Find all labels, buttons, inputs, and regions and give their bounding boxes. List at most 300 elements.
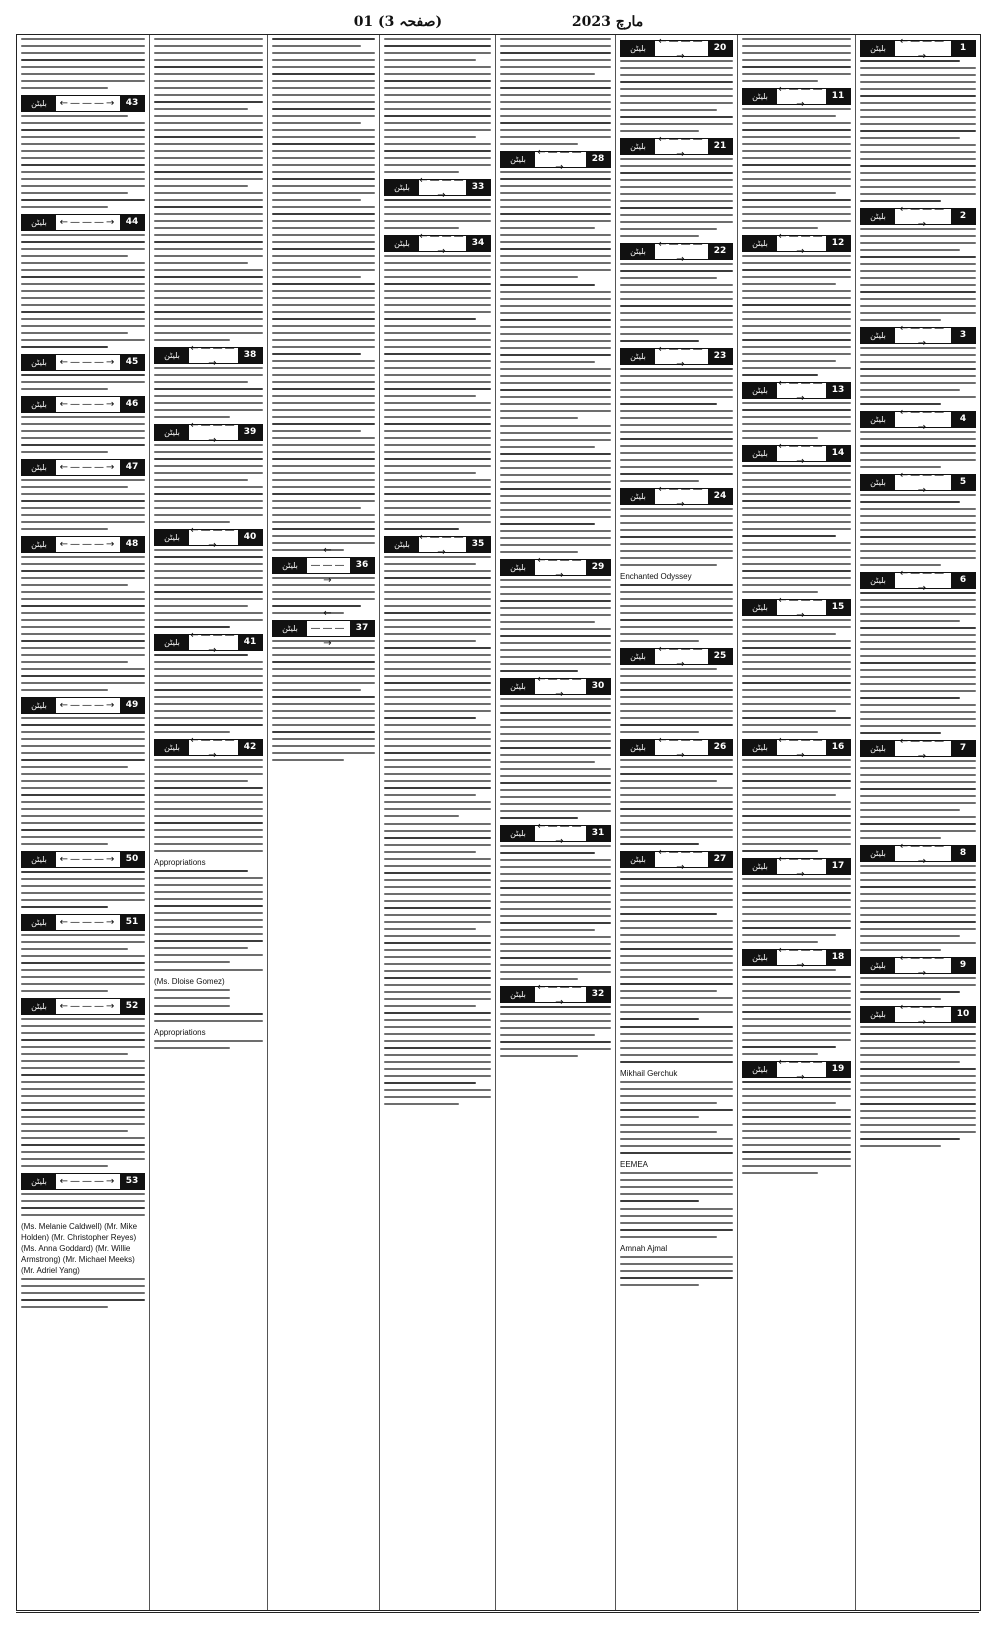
text-line — [620, 787, 733, 789]
urdu-text-block — [154, 759, 263, 963]
story-number: 45 — [120, 355, 144, 370]
news-story — [21, 214, 145, 348]
text-line — [860, 914, 976, 916]
text-line — [21, 675, 145, 677]
text-line — [500, 101, 611, 103]
text-line — [620, 1229, 733, 1231]
text-line — [384, 626, 491, 628]
text-line — [742, 353, 851, 355]
text-line — [500, 628, 611, 630]
newspaper-page-columns — [16, 34, 981, 1611]
text-line — [742, 1011, 851, 1013]
text-line — [272, 703, 375, 705]
text-line — [21, 1165, 108, 1167]
double-arrow-icon: ←———→ — [658, 343, 705, 370]
text-line — [21, 430, 145, 432]
text-line — [21, 1200, 145, 1202]
text-line — [154, 1013, 263, 1015]
text-line — [272, 682, 375, 684]
story-number: 43 — [120, 96, 144, 111]
english-inline-text: Mikhail Gerchuk — [620, 1069, 678, 1078]
urdu-text-block — [154, 367, 263, 418]
text-line — [272, 381, 375, 383]
text-line — [742, 1151, 851, 1153]
text-line — [272, 738, 375, 740]
urdu-text-block — [384, 823, 491, 1105]
text-line — [500, 1013, 611, 1015]
news-story — [860, 735, 976, 839]
text-line — [21, 1102, 145, 1104]
text-line — [384, 290, 491, 292]
issue-date: 01 مارچ 2023 — [353, 14, 644, 30]
text-line — [860, 508, 976, 510]
text-line — [21, 129, 145, 131]
badge-label: بلیٹن — [743, 383, 777, 398]
story-number-badge — [742, 83, 851, 110]
text-line — [860, 515, 976, 517]
story-number-badge — [500, 820, 611, 847]
text-line — [154, 619, 263, 621]
story-number-badge — [860, 952, 976, 979]
text-line — [620, 1116, 699, 1118]
text-line — [860, 242, 976, 244]
urdu-text-block — [154, 1005, 263, 1007]
text-line — [500, 269, 611, 271]
text-line — [860, 774, 976, 776]
text-line — [384, 115, 491, 117]
text-line — [860, 1145, 941, 1147]
text-line — [21, 178, 145, 180]
text-line — [860, 102, 976, 104]
story-number: 13 — [826, 383, 850, 398]
text-line — [860, 1075, 976, 1077]
story-number: 49 — [120, 698, 144, 713]
text-line — [620, 675, 733, 677]
badge-label: بلیٹن — [385, 236, 419, 251]
text-line — [500, 502, 611, 504]
text-line — [21, 1130, 128, 1132]
text-line — [500, 789, 611, 791]
text-line — [620, 1172, 733, 1174]
news-story — [500, 554, 611, 672]
news-story — [154, 629, 263, 733]
text-line — [860, 886, 976, 888]
footer-rule — [16, 1612, 979, 1613]
news-story — [860, 322, 976, 405]
text-line — [21, 528, 108, 530]
double-arrow-icon: ←———→ — [190, 629, 237, 656]
text-line — [21, 983, 145, 985]
text-line — [620, 326, 733, 328]
text-line — [860, 305, 976, 307]
text-line — [860, 88, 976, 90]
text-line — [742, 507, 851, 509]
text-line — [742, 1095, 851, 1097]
text-line — [272, 45, 361, 47]
text-line — [500, 922, 611, 924]
news-story — [860, 840, 976, 951]
text-line — [384, 914, 491, 916]
urdu-text-block — [500, 845, 611, 980]
text-line — [384, 423, 491, 425]
text-line — [860, 1068, 976, 1070]
text-line — [384, 164, 491, 166]
text-line — [154, 388, 263, 390]
text-line — [500, 908, 611, 910]
text-line — [21, 199, 145, 201]
double-arrow-icon: ←———→ — [190, 524, 237, 551]
text-line — [860, 396, 976, 398]
text-line — [742, 633, 836, 635]
text-line — [742, 661, 851, 663]
text-line — [860, 81, 976, 83]
text-line — [154, 961, 230, 963]
text-line — [384, 402, 491, 404]
text-line — [21, 906, 108, 908]
story-number: 48 — [120, 537, 144, 552]
text-line — [21, 787, 145, 789]
text-line — [384, 45, 491, 47]
text-line — [21, 885, 145, 887]
text-line — [21, 605, 145, 607]
text-line — [860, 256, 976, 258]
text-line — [620, 1277, 733, 1279]
text-line — [620, 95, 733, 97]
story-number: 15 — [826, 600, 850, 615]
urdu-text-block — [860, 228, 976, 321]
text-line — [21, 122, 145, 124]
text-line — [742, 1088, 851, 1090]
text-line — [742, 1144, 851, 1146]
text-line — [272, 248, 375, 250]
text-line — [21, 311, 145, 313]
story-number: 1 — [951, 41, 975, 56]
text-line — [500, 129, 611, 131]
story-number-badge — [742, 594, 851, 621]
text-line — [742, 927, 851, 929]
text-line — [742, 1004, 851, 1006]
text-line — [620, 906, 733, 908]
text-line — [500, 593, 611, 595]
story-number-badge — [384, 531, 491, 558]
text-line — [860, 809, 960, 811]
text-line — [742, 570, 851, 572]
text-line — [500, 38, 611, 40]
text-line — [742, 577, 851, 579]
text-line — [272, 304, 375, 306]
text-line — [21, 206, 108, 208]
badge-label: بلیٹن — [621, 244, 655, 259]
text-line — [620, 1124, 733, 1126]
text-line — [21, 822, 145, 824]
text-line — [860, 459, 976, 461]
text-line — [500, 859, 611, 861]
text-line — [500, 516, 611, 518]
double-arrow-icon: ←———→ — [899, 1001, 947, 1028]
badge-label: بلیٹن — [155, 530, 189, 545]
text-line — [500, 59, 611, 61]
text-line — [384, 507, 491, 509]
badge-label: بلیٹن — [22, 397, 56, 412]
urdu-text-block — [272, 640, 375, 761]
text-line — [154, 38, 263, 40]
text-line — [272, 731, 375, 733]
news-story — [860, 567, 976, 734]
text-line — [620, 123, 733, 125]
urdu-text-block — [620, 368, 733, 482]
text-line — [272, 101, 375, 103]
text-line — [384, 1033, 491, 1035]
text-line — [21, 633, 145, 635]
text-line — [860, 718, 976, 720]
text-line — [272, 262, 375, 264]
text-line — [860, 312, 976, 314]
text-line — [272, 227, 375, 229]
text-line — [21, 1214, 145, 1216]
text-line — [500, 87, 611, 89]
story-number: 35 — [466, 537, 490, 552]
text-line — [500, 115, 611, 117]
text-line — [620, 1270, 733, 1272]
double-arrow-icon: ←———→ — [899, 840, 947, 867]
text-line — [21, 640, 145, 642]
text-line — [272, 710, 375, 712]
text-line — [620, 221, 733, 223]
story-number: 30 — [586, 679, 610, 694]
badge-label: بلیٹن — [22, 1174, 56, 1189]
text-line — [500, 255, 611, 257]
text-line — [154, 262, 248, 264]
urdu-text-block — [384, 255, 491, 530]
text-line — [742, 689, 851, 691]
text-line — [500, 178, 611, 180]
urdu-text-block — [384, 38, 491, 173]
text-line — [21, 451, 108, 453]
text-line — [384, 94, 491, 96]
text-line — [620, 822, 733, 824]
text-line — [620, 836, 733, 838]
text-line — [154, 773, 263, 775]
text-line — [272, 374, 375, 376]
text-line — [154, 276, 263, 278]
text-line — [620, 1102, 717, 1104]
badge-label: بلیٹن — [743, 236, 777, 251]
text-line — [154, 850, 263, 852]
text-line — [154, 248, 263, 250]
story-number: 40 — [238, 530, 262, 545]
text-line — [860, 116, 976, 118]
badge-label: بلیٹن — [22, 915, 56, 930]
text-line — [500, 382, 611, 384]
urdu-text-block — [21, 38, 145, 89]
text-line — [620, 626, 733, 628]
text-line — [154, 66, 263, 68]
double-arrow-icon: ←———→ — [658, 133, 705, 160]
text-line — [620, 1131, 717, 1133]
news-story — [620, 238, 733, 342]
urdu-text-block — [384, 199, 491, 229]
story-number: 6 — [951, 573, 975, 588]
text-line — [154, 108, 248, 110]
badge-label: بلیٹن — [621, 740, 655, 755]
text-line — [742, 906, 851, 908]
news-story — [21, 38, 145, 89]
text-line — [384, 311, 491, 313]
story-number-badge — [620, 483, 733, 510]
text-line — [272, 269, 375, 271]
text-line — [384, 493, 491, 495]
text-line — [620, 403, 717, 405]
text-line — [860, 151, 976, 153]
badge-label: بلیٹن — [621, 139, 655, 154]
double-arrow-icon: ←———→ — [778, 440, 825, 467]
text-line — [272, 444, 375, 446]
text-line — [620, 466, 733, 468]
text-line — [21, 346, 108, 348]
text-line — [620, 766, 733, 768]
news-story — [860, 952, 976, 1000]
text-line — [154, 696, 263, 698]
text-line — [500, 607, 611, 609]
text-line — [384, 101, 491, 103]
urdu-text-block — [742, 38, 851, 82]
text-line — [860, 935, 960, 937]
text-line — [860, 249, 960, 251]
text-line — [620, 878, 733, 880]
story-number-badge — [154, 734, 263, 761]
text-line — [742, 542, 851, 544]
text-line — [742, 1032, 851, 1034]
story-number-badge — [384, 174, 491, 201]
badge-label: بلیٹن — [273, 558, 307, 573]
double-arrow-icon: ←———→ — [537, 146, 584, 173]
english-inline-text: (Ms. Dloise Gomez) — [154, 977, 225, 986]
text-line — [620, 710, 733, 712]
text-line — [500, 726, 611, 728]
text-line — [272, 689, 361, 691]
text-line — [21, 262, 145, 264]
text-line — [742, 885, 851, 887]
story-number: 25 — [708, 649, 732, 664]
text-line — [620, 522, 733, 524]
text-line — [272, 472, 375, 474]
text-line — [620, 1193, 733, 1195]
text-line — [500, 649, 611, 651]
text-line — [154, 332, 263, 334]
text-line — [860, 543, 976, 545]
news-story — [742, 944, 851, 1055]
double-arrow-icon: ←———→ — [419, 531, 466, 558]
text-line — [272, 59, 375, 61]
column-8 — [17, 35, 150, 1610]
text-line — [620, 773, 733, 775]
text-line — [21, 1285, 145, 1287]
text-line — [384, 563, 476, 565]
news-story — [154, 419, 263, 523]
text-line — [384, 1040, 491, 1042]
double-arrow-icon: ←———→ — [658, 483, 705, 510]
news-story — [742, 440, 851, 593]
text-line — [620, 74, 733, 76]
text-line — [742, 45, 851, 47]
text-line — [500, 298, 611, 300]
text-line — [154, 808, 263, 810]
double-arrow-icon: ←———→ — [59, 462, 117, 473]
text-line — [154, 115, 263, 117]
text-line — [742, 892, 851, 894]
text-line — [860, 389, 960, 391]
text-line — [154, 717, 263, 719]
english-inline-text: EEMEA — [620, 1160, 649, 1169]
text-line — [860, 830, 976, 832]
text-line — [21, 52, 145, 54]
news-story — [384, 531, 491, 817]
text-line — [21, 192, 128, 194]
text-line — [154, 507, 263, 509]
urdu-text-block — [742, 878, 851, 943]
text-line — [620, 277, 717, 279]
urdu-text-block — [860, 431, 976, 468]
text-line — [742, 192, 836, 194]
text-line — [742, 115, 836, 117]
news-story — [500, 146, 611, 278]
news-story — [500, 820, 611, 980]
text-line — [154, 815, 263, 817]
text-line — [620, 1179, 733, 1181]
text-line — [620, 619, 733, 621]
double-arrow-icon: ←———→ — [190, 419, 237, 446]
text-line — [154, 465, 263, 467]
text-line — [21, 899, 145, 901]
story-number: 3 — [951, 328, 975, 343]
text-line — [384, 619, 491, 621]
urdu-text-block — [21, 871, 145, 908]
badge-label: بلیٹن — [501, 560, 535, 575]
news-story — [154, 997, 263, 999]
text-line — [500, 1020, 611, 1022]
text-line — [500, 544, 611, 546]
text-line — [154, 283, 263, 285]
text-line — [742, 430, 851, 432]
double-arrow-icon: ←———→ — [59, 98, 117, 109]
text-line — [21, 66, 145, 68]
text-line — [154, 94, 263, 96]
text-line — [860, 277, 976, 279]
text-line — [860, 109, 976, 111]
text-line — [272, 598, 375, 600]
text-line — [154, 395, 263, 397]
story-number: 41 — [238, 635, 262, 650]
text-line — [742, 129, 851, 131]
urdu-text-block — [500, 284, 611, 419]
text-line — [500, 600, 611, 602]
text-line — [272, 661, 375, 663]
text-line — [860, 501, 960, 503]
text-line — [384, 724, 491, 726]
english-inline-text: Appropriations — [154, 858, 206, 867]
urdu-text-block — [742, 108, 851, 229]
text-line — [154, 843, 263, 845]
badge-label: بلیٹن — [861, 846, 895, 861]
news-story — [742, 594, 851, 733]
text-line — [620, 1236, 717, 1238]
text-line — [21, 143, 145, 145]
text-line — [21, 521, 145, 523]
text-line — [21, 591, 145, 593]
text-line — [384, 640, 476, 642]
text-line — [272, 80, 375, 82]
text-line — [154, 997, 230, 999]
